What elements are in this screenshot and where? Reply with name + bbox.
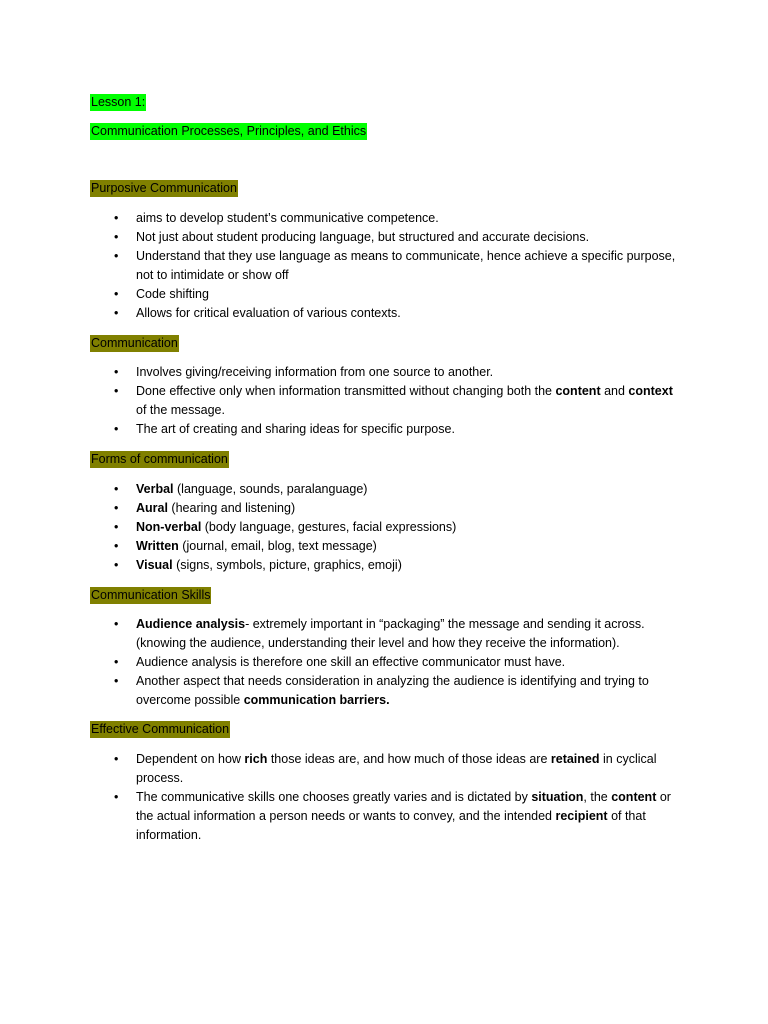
section-heading-communication: Communication [91,336,178,350]
list-item: • aims to develop student’s communicative competence. [0,209,681,228]
bullet-icon: • [114,211,119,225]
bullet-icon: • [114,482,119,496]
lesson-label: Lesson 1: [91,95,146,109]
list-item: • Involves giving/receiving information from one source to another. [0,363,681,382]
list-item: • The communicative skills one chooses greatly varies and is dictated by situation, the content or the actual information a person needs or wants to convey, and the intended recipient of that information. [114,790,671,842]
bullet-list-effective-communication [0,750,681,845]
list-item: • Aural (hearing and listening) [0,499,681,518]
bullet-icon: • [114,249,119,263]
list-item: • Verbal (language, sounds, paralanguage) [0,480,681,499]
list-item: • Non-verbal (body language, gestures, facial expressions) [0,518,681,537]
section-heading-purposive-communication: Purposive Communication [91,181,237,195]
bullet-icon: • [114,365,119,379]
list-item: • Code shifting [0,285,681,304]
bullet-icon: • [114,752,119,766]
section-heading-forms-of-communication: Forms of communication [91,452,228,466]
bullet-icon: • [114,230,119,244]
bullet-icon: • [114,520,119,534]
bullet-list-forms-of-communication [0,480,681,575]
list-item: • Understand that they use language as means to communicate, hence achieve a specific purpose, not to intimidate or show off [114,249,676,282]
list-item: • The art of creating and sharing ideas for specific purpose. [0,420,681,439]
bullet-icon: • [114,558,119,572]
list-item: • Allows for critical evaluation of various contexts. [0,304,681,323]
section-heading-effective-communication: Effective Communication [91,722,230,736]
lesson-title: Communication Processes, Principles, and Ethics [91,124,367,138]
bullet-list-purposive-communication [0,209,681,323]
list-item: • Not just about student producing language, but structured and accurate decisions. [0,228,681,247]
list-item: • Audience analysis is therefore one skill an effective communicator must have. [0,653,681,672]
bullet-icon: • [114,287,119,301]
list-item: • Visual (signs, symbols, picture, graphics, emoji) [0,556,681,575]
list-item: • Done effective only when information transmitted without changing both the content and context of the message. [114,384,673,417]
bullet-icon: • [114,501,119,515]
list-item: • Written (journal, email, blog, text message) [0,537,681,556]
bullet-icon: • [114,384,119,398]
list-item: • Another aspect that needs consideration in analyzing the audience is identifying and trying to overcome possible communication barriers. [114,674,649,707]
bullet-icon: • [114,674,119,688]
bullet-icon: • [114,617,119,631]
bullet-list-communication [0,363,681,439]
bullet-icon: • [114,422,119,436]
bullet-list-communication-skills [0,615,681,710]
bullet-icon: • [114,790,119,804]
list-item: • Dependent on how rich those ideas are, and how much of those ideas are retained in cyclical process. [114,752,657,785]
list-item: • Audience analysis- extremely important in “packaging” the message and sending it across. (knowing the audience, understanding their level and how they receive the information). [114,617,645,650]
bullet-icon: • [114,306,119,320]
section-heading-communication-skills: Communication Skills [91,588,211,602]
bullet-icon: • [114,539,119,553]
bullet-icon: • [114,655,119,669]
